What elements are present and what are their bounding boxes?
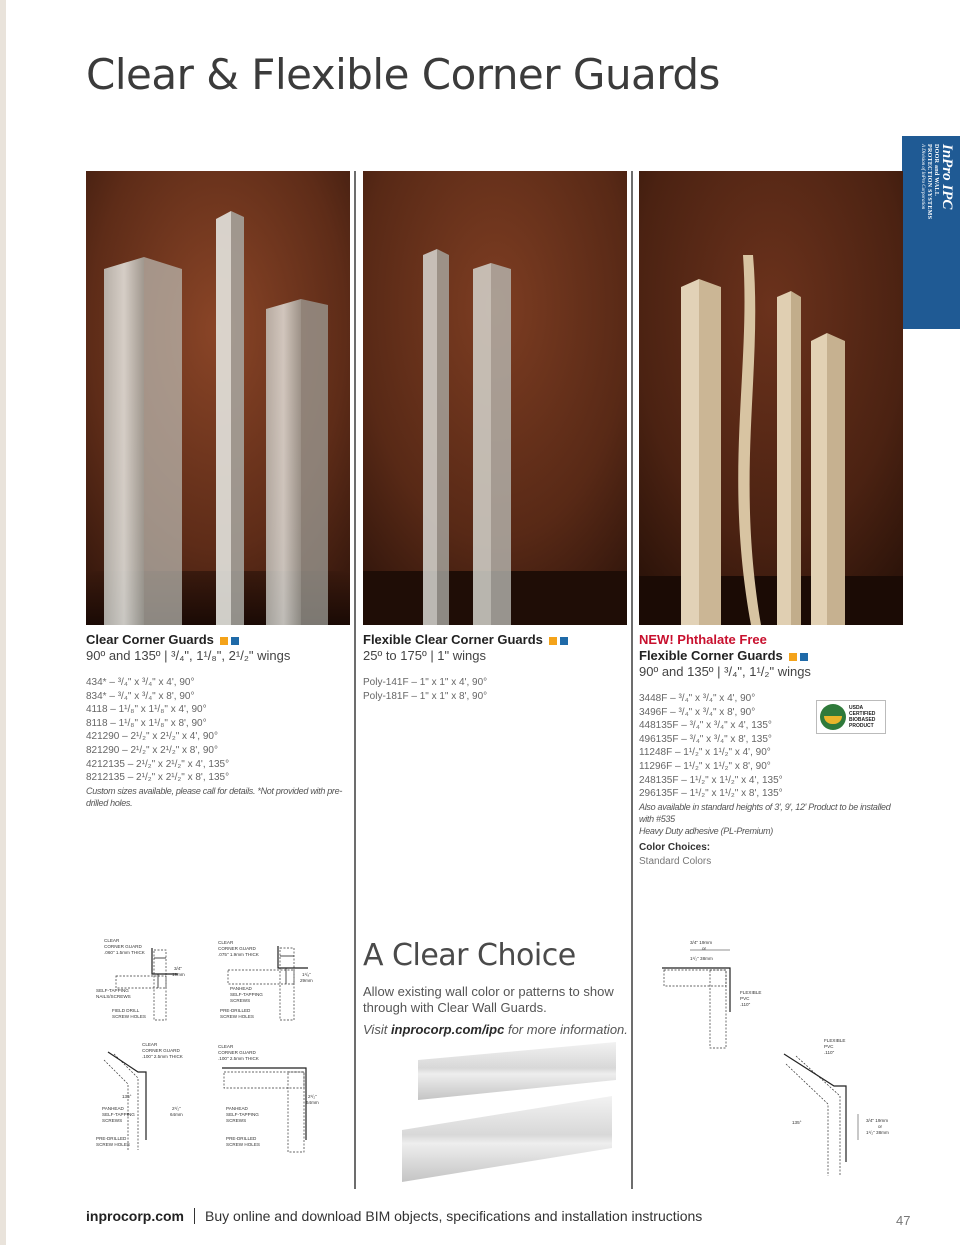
list-item: 11296F – 1¹/₂" x 1¹/₂" x 8', 90° <box>639 760 771 772</box>
blue-swatch-icon <box>231 637 239 645</box>
flexible-clear-corner-guards-photo <box>363 171 627 625</box>
diagram-label: CORNER GUARD <box>218 946 256 951</box>
amber-swatch-icon <box>549 637 557 645</box>
diagram-label: .110" <box>824 1050 835 1055</box>
diagram-label: 19mm <box>172 972 185 977</box>
usda-logo-icon <box>820 704 846 730</box>
diagram-label: PRE-DRILLED <box>220 1008 251 1013</box>
clear-corner-guards-photo <box>86 171 350 625</box>
diagram-label: SELF-TAPPING <box>96 988 129 993</box>
list-item: 296135F – 1¹/₂" x 1¹/₂" x 8', 135° <box>639 788 783 800</box>
diagram-label: 1¹/₂" 38mm <box>866 1130 889 1135</box>
diagram-label: SCREW HOLES <box>226 1142 260 1147</box>
list-item: Poly-181F – 1" x 1" x 8', 90° <box>363 690 488 702</box>
diagram-label: .100" 2.5mm THICK <box>218 1056 259 1061</box>
page-title: Clear & Flexible Corner Guards <box>86 50 720 99</box>
install-diagram-clear-135 <box>94 1040 194 1152</box>
list-item: 3496F – ³/₄" x ³/₄" x 8', 90° <box>639 706 756 718</box>
product-note: Heavy Duty adhesive (PL-Premium) <box>639 825 773 836</box>
diagram-label: NAILS/SCREWS <box>96 994 131 999</box>
product-spec: 90º and 135º | ³/₄", 1¹/₂" wings <box>639 664 811 679</box>
blue-swatch-icon <box>800 653 808 661</box>
diagram-label: PRE-DRILLED <box>96 1136 127 1141</box>
diagram-label: CORNER GUARD <box>104 944 142 949</box>
blue-swatch-icon <box>560 637 568 645</box>
diagram-label: CLEAR <box>104 938 120 943</box>
list-item: Poly-141F – 1" x 1" x 4', 90° <box>363 677 488 688</box>
diagram-label: SCREWS <box>230 998 251 1003</box>
clear-choice-visit: Visit inprocorp.com/ipc for more information. <box>363 1022 628 1037</box>
list-item: 821290 – 2¹/₂" x 2¹/₂" x 8', 90° <box>86 744 218 756</box>
diagram-label: 1¹/₂" 38mm <box>690 956 713 961</box>
product-spec: 25º to 175º | 1" wings <box>363 648 487 663</box>
usda-biobased-badge <box>816 700 886 734</box>
amber-swatch-icon <box>220 637 228 645</box>
diagram-label: SCREW HOLES <box>96 1142 130 1147</box>
product-list <box>363 676 625 703</box>
column-divider <box>354 171 356 1189</box>
install-diagram-flexible-135 <box>782 1036 902 1176</box>
diagram-label: PANHEAD <box>226 1106 248 1111</box>
brand-logo: InPro IPC <box>939 144 955 210</box>
diagram-label: 3/4" 19mm <box>690 940 713 945</box>
diagram-label: 64mm <box>170 1112 183 1117</box>
diagram-label: PRE-DRILLED <box>226 1136 257 1141</box>
brand-tagline-2: PROTECTION SYSTEMS <box>926 144 932 220</box>
diagram-label: 64mm <box>306 1100 319 1105</box>
diagram-label: CORNER GUARD <box>218 1050 256 1055</box>
clear-strip-samples <box>390 1040 620 1195</box>
diagram-label: SELF-TAPPING <box>230 992 263 997</box>
diagram-label: .110" <box>740 1002 751 1007</box>
brand-tab <box>902 136 960 329</box>
ipc-link[interactable]: inprocorp.com/ipc <box>390 1022 505 1037</box>
flexible-corner-guards-photo <box>639 171 903 625</box>
list-item: 4118 – 1¹/₈" x 1¹/₈" x 4', 90° <box>86 704 207 716</box>
install-diagram-clear-118 <box>218 938 318 1022</box>
list-item: 496135F – ³/₄" x ³/₄" x 8', 135° <box>639 733 772 745</box>
diagram-label: FLEXIBLE <box>824 1038 846 1043</box>
usda-badge-text: USDA CERTIFIED BIOBASED PRODUCT <box>849 705 876 729</box>
product-title: Flexible Clear Corner Guards <box>363 632 625 648</box>
diagram-label: CLEAR <box>142 1042 158 1047</box>
new-label: NEW! Phthalate Free <box>639 632 767 647</box>
diagram-label: .075" 1.9mm THICK <box>218 952 259 957</box>
product-title: Clear Corner Guards <box>86 632 348 648</box>
diagram-label: CLEAR <box>218 940 234 945</box>
brand-text <box>919 144 954 314</box>
page-number: 47 <box>896 1213 911 1228</box>
color-choices-value: Standard Colors <box>639 856 712 867</box>
diagram-label: 2¹/₂" <box>172 1106 181 1111</box>
clear-choice-heading: A Clear Choice <box>363 938 576 973</box>
diagram-label: SELF-TAPPING <box>102 1112 135 1117</box>
list-item: 11248F – 1¹/₂" x 1¹/₂" x 4', 90° <box>639 747 771 759</box>
diagram-label: .100" 2.5mm THICK <box>142 1054 183 1059</box>
diagram-label: PANHEAD <box>102 1106 124 1111</box>
diagram-label: FIELD DRILL <box>112 1008 140 1013</box>
diagram-label: 2¹/₂" <box>308 1094 317 1099</box>
product-list <box>86 676 348 809</box>
diagram-label: SELF-TAPPING <box>226 1112 259 1117</box>
product-flexible-clear-corner-guards <box>363 632 625 703</box>
page-edge-strip <box>0 0 6 1245</box>
diagram-label: SCREW HOLES <box>220 1014 254 1019</box>
footer-divider <box>194 1208 195 1224</box>
diagram-label: .060" 1.5mm THICK <box>104 950 145 955</box>
product-flexible-corner-guards <box>639 632 901 837</box>
color-choices-heading: Color Choices: <box>639 842 711 853</box>
diagram-label: SCREWS <box>226 1118 247 1123</box>
product-title: Flexible Corner Guards <box>639 648 901 664</box>
product-clear-corner-guards <box>86 632 348 809</box>
install-diagram-clear-34 <box>96 938 196 1022</box>
amber-swatch-icon <box>789 653 797 661</box>
list-item: 8118 – 1¹/₈" x 1¹/₈" x 8', 90° <box>86 717 207 729</box>
diagram-label: 29mm <box>300 978 313 983</box>
footer <box>86 1208 702 1224</box>
list-item: 434* – ³/₄" x ³/₄" x 4', 90° <box>86 677 195 688</box>
diagram-label: 3/4" <box>174 966 183 971</box>
footer-text: Buy online and download BIM objects, specifications and installation instructions <box>205 1208 703 1224</box>
diagram-label: CORNER GUARD <box>142 1048 180 1053</box>
footer-url[interactable]: inprocorp.com <box>86 1208 185 1224</box>
list-item: 8212135 – 2¹/₂" x 2¹/₂" x 8', 135° <box>86 772 230 784</box>
column-divider <box>631 171 633 1189</box>
diagram-label: CLEAR <box>218 1044 234 1049</box>
product-spec: 90º and 135º | ³/₄", 1¹/₈", 2¹/₂" wings <box>86 648 291 663</box>
diagram-label: 135° <box>122 1094 132 1099</box>
product-note: Also available in standard heights of 3', 9', 12' Product to be installed with #535 <box>639 801 891 824</box>
diagram-label: or <box>878 1124 883 1129</box>
diagram-label: 135° <box>792 1120 802 1125</box>
list-item: 448135F – ³/₄" x ³/₄" x 4', 135° <box>639 720 772 732</box>
list-item: 248135F – 1¹/₂" x 1¹/₂" x 4', 135° <box>639 774 783 786</box>
list-item: 3448F – ³/₄" x ³/₄" x 4', 90° <box>639 693 756 704</box>
list-item: 421290 – 2¹/₂" x 2¹/₂" x 4', 90° <box>86 731 218 743</box>
list-item: 4212135 – 2¹/₂" x 2¹/₂" x 4', 135° <box>86 758 230 770</box>
product-note: Custom sizes available, please call for details. *Not provided with pre-drilled holes. <box>86 785 343 808</box>
list-item: 834* – ³/₄" x ³/₄" x 8', 90° <box>86 690 195 702</box>
diagram-label: PVC <box>740 996 750 1001</box>
diagram-label: SCREWS <box>102 1118 123 1123</box>
diagram-label: FLEXIBLE <box>740 990 762 995</box>
clear-choice-body: Allow existing wall color or patterns to show through with Clear Wall Guards. <box>363 984 614 1015</box>
brand-tagline-1: DOOR and WALL <box>933 144 939 197</box>
brand-sub: A Division of InPro Corporation <box>920 144 925 210</box>
install-diagram-flexible-90 <box>660 938 780 1048</box>
diagram-label: SCREW HOLES <box>112 1014 146 1019</box>
diagram-label: 3/4" 19mm <box>866 1118 889 1123</box>
install-diagram-clear-212 <box>218 1044 324 1152</box>
diagram-label: or <box>702 946 707 951</box>
diagram-label: PVC <box>824 1044 834 1049</box>
diagram-label: PANHEAD <box>230 986 252 991</box>
diagram-label: 1¹/₈" <box>302 972 311 977</box>
